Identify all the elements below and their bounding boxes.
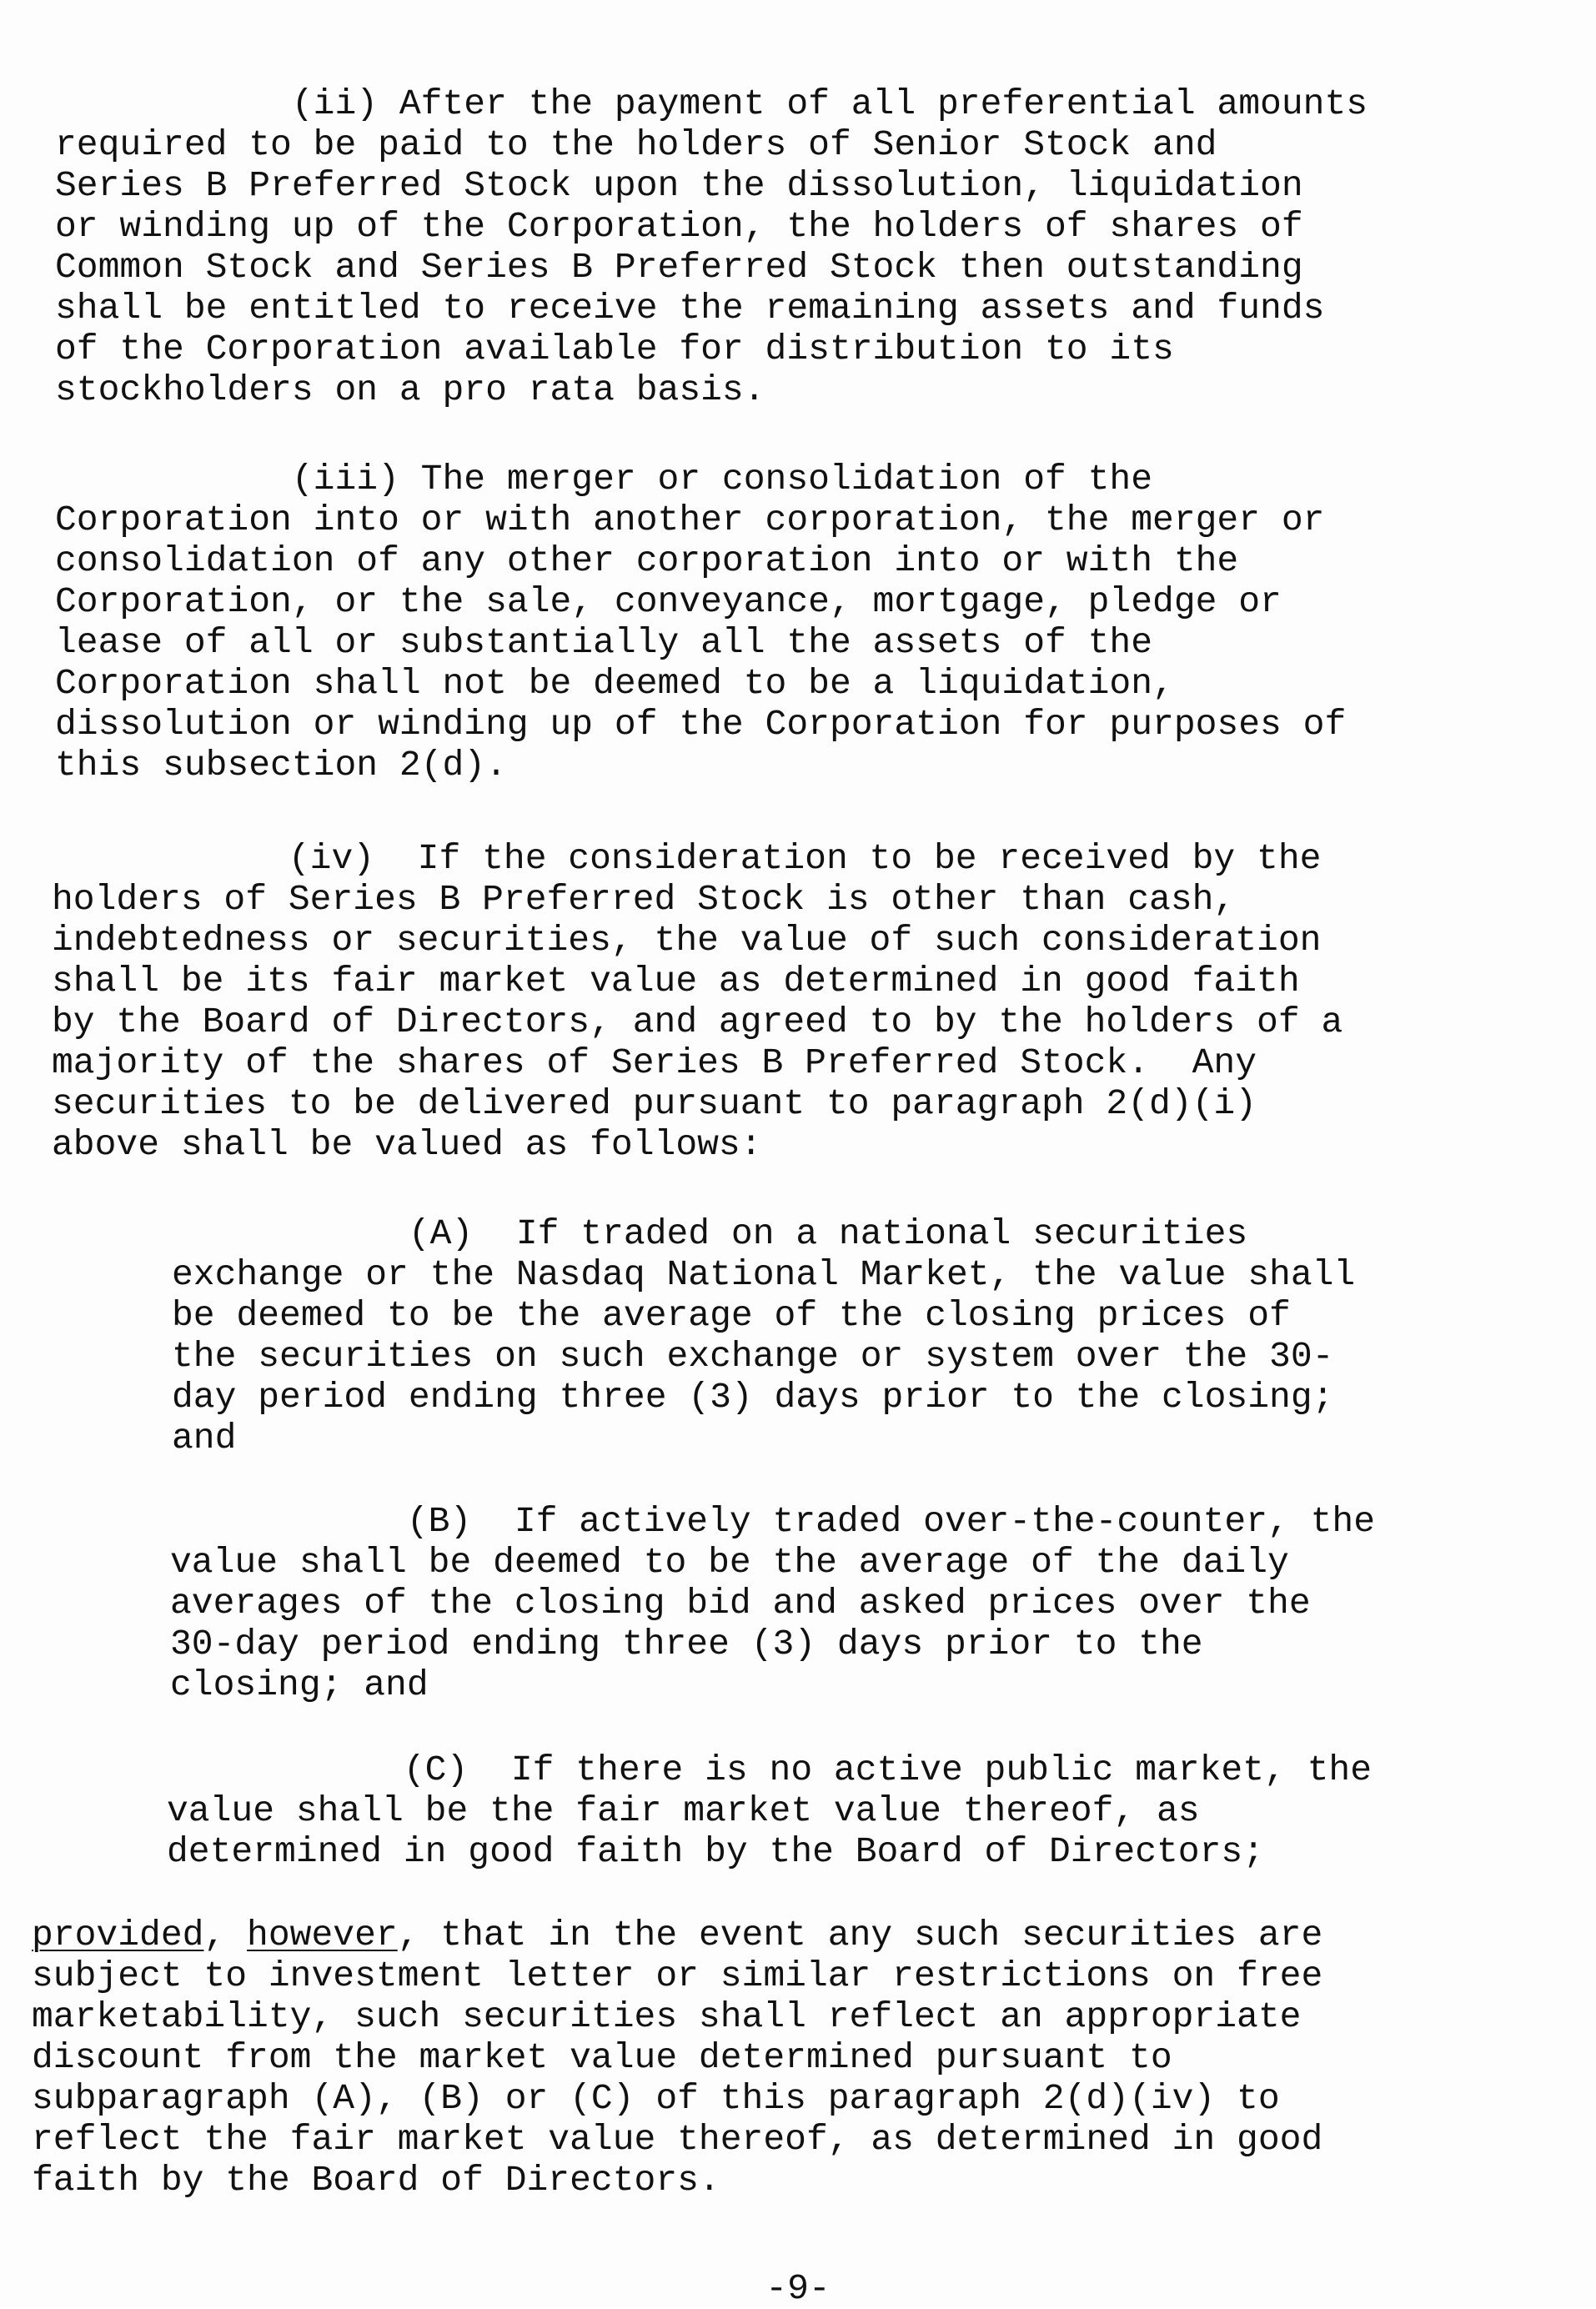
however-term: however [247, 1915, 398, 1955]
paragraph-iii [55, 459, 1346, 786]
paragraph-iv [52, 838, 1343, 1165]
text-line: shall be its fair market value as determined in good faith [52, 961, 1300, 1001]
text-line: above shall be valued as follows: [52, 1124, 762, 1165]
text-line: (ii) After the payment of all preferential amounts [55, 83, 1368, 124]
paragraph-ii [55, 83, 1368, 410]
text-line: stockholders on a pro rata basis. [55, 369, 765, 410]
text-line: the securities on such exchange or system over the 30- [172, 1336, 1334, 1377]
comma-separator: , [203, 1915, 248, 1955]
provided-term: provided [32, 1915, 204, 1955]
text-line: (A) If traded on a national securities [172, 1213, 1248, 1254]
text-line: subparagraph (A), (B) or (C) of this paragraph 2(d)(iv) to [32, 2078, 1280, 2119]
subparagraph-b [170, 1501, 1375, 1705]
page-number: -9- [765, 2268, 831, 2309]
text-line: (B) If actively traded over-the-counter, the [170, 1501, 1376, 1542]
text-line: securities to be delivered pursuant to paragraph 2(d)(i) [52, 1083, 1257, 1124]
text-line: value shall be deemed to be the average of the daily [170, 1542, 1289, 1583]
text-line: averages of the closing bid and asked prices over the [170, 1583, 1311, 1624]
subparagraph-a [172, 1213, 1355, 1458]
text-line: shall be entitled to receive the remaining assets and funds [55, 288, 1325, 329]
text-line: Common Stock and Series B Preferred Stock then outstanding [55, 247, 1303, 288]
text-line: and [172, 1418, 237, 1458]
text-line: marketability, such securities shall reflect an appropriate [32, 1996, 1302, 2037]
text-line: 30-day period ending three (3) days prior to the [170, 1624, 1203, 1664]
text-line: of the Corporation available for distribution to its [55, 329, 1174, 369]
text-line: this subsection 2(d). [55, 745, 507, 786]
text-line: (iii) The merger or consolidation of the [55, 459, 1153, 499]
proviso-paragraph [32, 1915, 1322, 2201]
text-line: indebtedness or securities, the value of such consideration [52, 920, 1322, 961]
text-line: discount from the market value determined pursuant to [32, 2037, 1172, 2078]
text-line: consolidation of any other corporation into or with the [55, 540, 1239, 581]
subparagraph-c [167, 1749, 1372, 1872]
text-line: or winding up of the Corporation, the holders of shares of [55, 206, 1303, 247]
text-line: Corporation into or with another corporation, the merger or [55, 499, 1325, 540]
text-line: (iv) If the consideration to be received by the [52, 838, 1322, 879]
text-line: closing; and [170, 1664, 429, 1705]
text-line: dissolution or winding up of the Corporation for purposes of [55, 704, 1347, 745]
text-line: by the Board of Directors, and agreed to by the holders of a [52, 1001, 1343, 1042]
text-line: lease of all or substantially all the assets of the [55, 622, 1153, 663]
text-line: required to be paid to the holders of Senior Stock and [55, 124, 1217, 165]
text-line: value shall be the fair market value thereof, as [167, 1790, 1200, 1831]
text-line: faith by the Board of Directors. [32, 2160, 720, 2201]
text-line: exchange or the Nasdaq National Market, the value shall [172, 1254, 1356, 1295]
text-line: Corporation, or the sale, conveyance, mortgage, pledge or [55, 581, 1282, 622]
text-line: day period ending three (3) days prior to the closing; [172, 1377, 1334, 1418]
text-line: Corporation shall not be deemed to be a liquidation, [55, 663, 1174, 704]
proviso-first-line-rest: , that in the event any such securities are [397, 1915, 1323, 1955]
proviso-first-line [32, 1915, 1322, 1955]
text-line: holders of Series B Preferred Stock is other than cash, [52, 879, 1236, 920]
text-line: reflect the fair market value thereof, as determined in good [32, 2119, 1323, 2160]
text-line: Series B Preferred Stock upon the dissolution, liquidation [55, 165, 1303, 206]
text-line: determined in good faith by the Board of Directors; [167, 1831, 1265, 1872]
text-line: (C) If there is no active public market, the [167, 1749, 1373, 1790]
text-line: be deemed to be the average of the closing prices of [172, 1295, 1291, 1336]
text-line: majority of the shares of Series B Preferred Stock. Any [52, 1042, 1257, 1083]
text-line: subject to investment letter or similar restrictions on free [32, 1955, 1323, 1996]
